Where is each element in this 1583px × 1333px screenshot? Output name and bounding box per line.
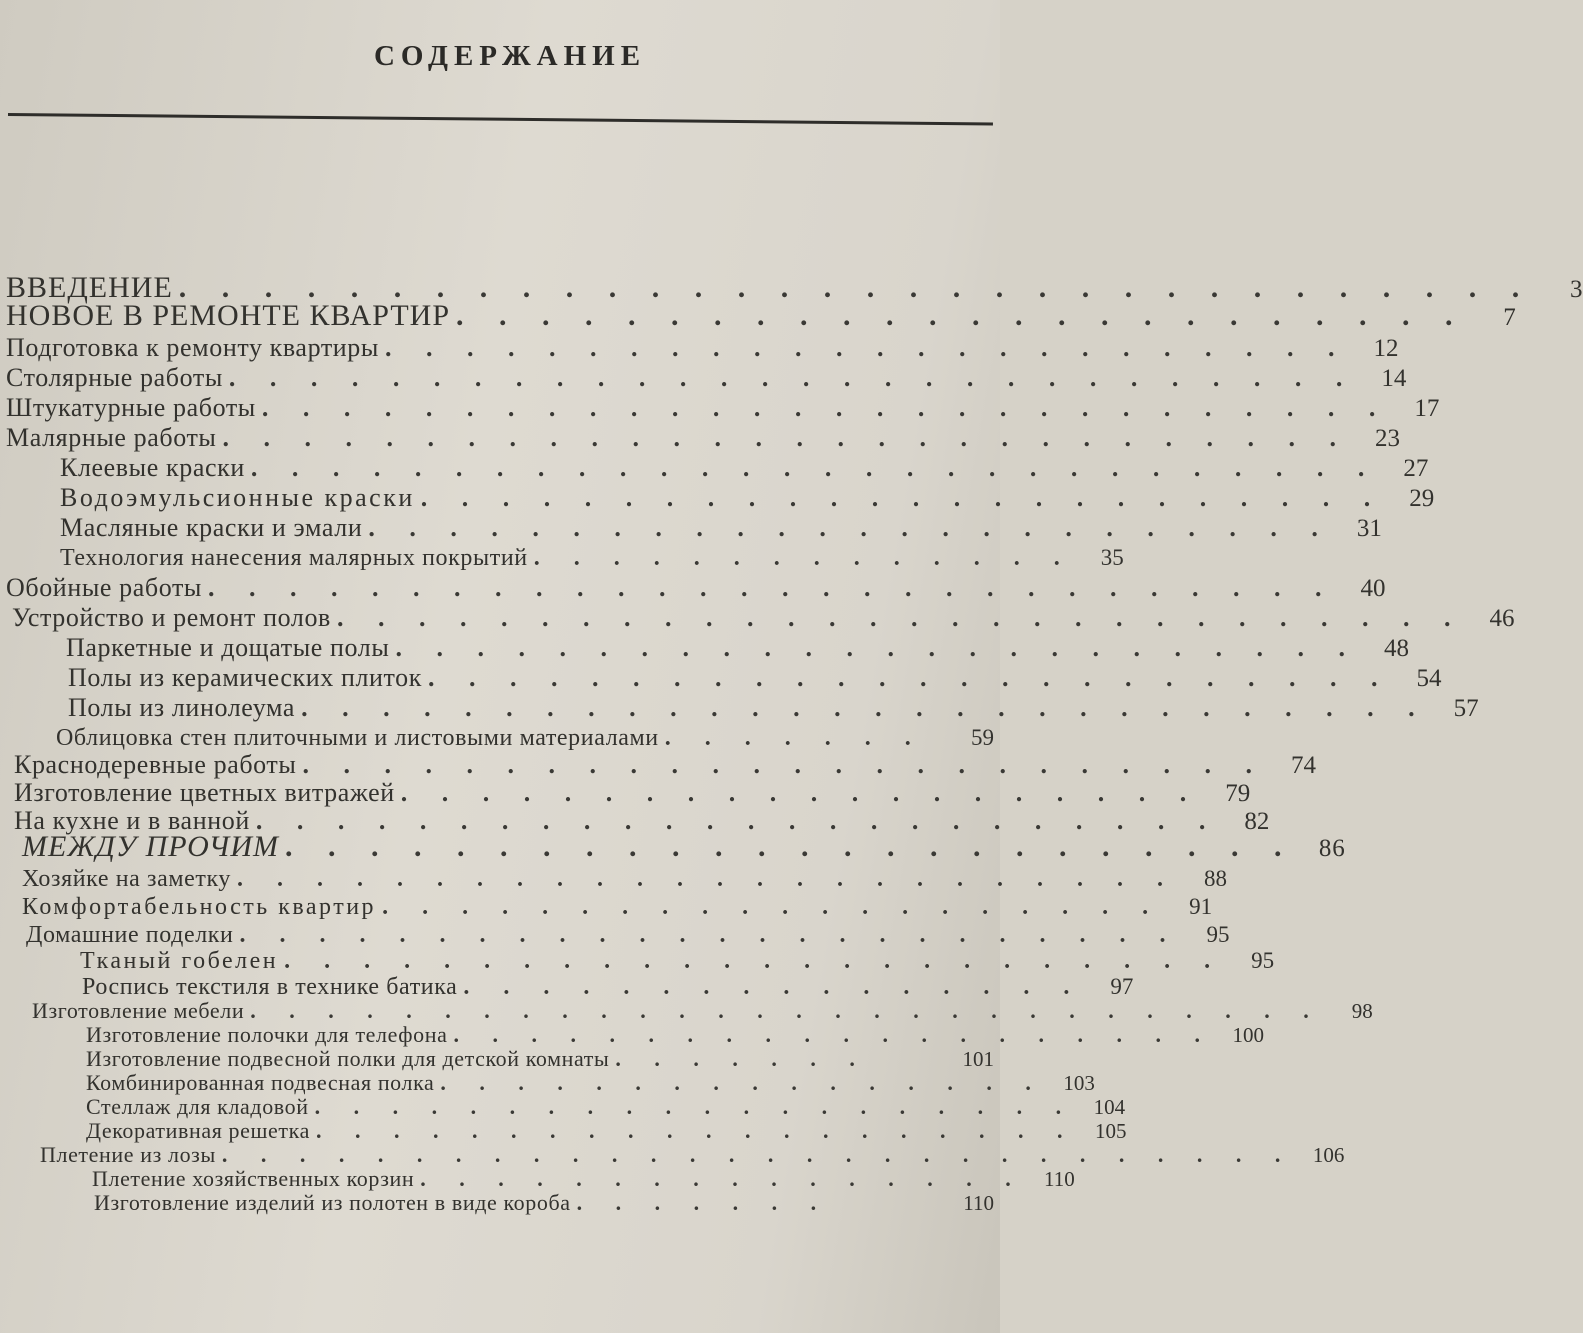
toc-entry-page: 35 (1100, 545, 1124, 570)
toc-entry-page: 3 (1569, 276, 1583, 303)
toc-entry (86, 1022, 1264, 1048)
toc-entry (40, 1142, 1345, 1168)
toc-entry (6, 573, 1386, 604)
page-title: СОДЕРЖАНИЕ (373, 40, 647, 72)
toc-entry-label: Клеевые краски (60, 453, 245, 482)
toc-entry-label: Паркетные и дощатые полы (66, 633, 390, 662)
toc-entry-label: Краснодеревные работы (14, 750, 297, 779)
toc-entry-label: Масляные краски и эмали (60, 513, 363, 542)
leader-dots: . . . . . . . . . . . . . . . . (463, 974, 1084, 1000)
leader-dots: . . . . . . . . . . . . . . . . . . . . . . . . . . . . (336, 603, 1465, 632)
leader-dots: . . . . . . . (615, 1046, 869, 1071)
toc-entry-page: 95 (1206, 922, 1230, 947)
header-rule (8, 113, 993, 125)
toc-entry (6, 393, 1440, 424)
toc-entry-label: НОВОЕ В РЕМОНТЕ КВАРТИР (6, 299, 451, 332)
toc-entry-page: 12 (1373, 335, 1399, 362)
toc-entry-label: Изготовление мебели (32, 998, 245, 1023)
toc-entry-page: 74 (1290, 752, 1316, 779)
toc-entry-label: Тканый гобелен (80, 948, 279, 974)
toc-entry-label: Облицовка стен плиточными и листовыми материалами (56, 725, 659, 751)
toc-entry (22, 892, 1213, 922)
toc-entry (60, 513, 1382, 544)
toc-entry (6, 363, 1407, 394)
toc-entry-label: Водоэмульсионные краски (60, 483, 415, 512)
toc-entry-page: 91 (1189, 894, 1213, 919)
leader-dots: . . . . . . . . . . . . . . . . (420, 1166, 1025, 1191)
leader-dots: . . . . . . . . . . . . . . . . . . . . . . . . . . . . (261, 393, 1390, 422)
leader-dots: . . . . . . . . . . . . . . . . . . . . (382, 894, 1163, 920)
toc-entry-page: 46 (1489, 605, 1515, 632)
toc-entry-page: 103 (1063, 1071, 1095, 1095)
toc-entry-label: Стеллаж для кладовой (86, 1094, 309, 1119)
toc-entry-label: Полы из линолеума (68, 693, 296, 722)
toc-entry-label: Малярные работы (6, 423, 217, 452)
toc-entry-label: ВВЕДЕНИЕ (6, 271, 173, 304)
toc-entry-page: 27 (1403, 455, 1429, 482)
toc-entry-label: Плетение из лозы (40, 1142, 216, 1167)
toc-entry-page: 104 (1093, 1095, 1126, 1119)
toc-entry-page: 95 (1251, 948, 1275, 973)
toc-entry-page: 105 (1094, 1119, 1127, 1143)
toc-entry (60, 483, 1435, 514)
toc-entry-page: 54 (1416, 665, 1442, 692)
toc-entry-page: 110 (1044, 1167, 1075, 1191)
leader-dots: . . . . . . . . . . . . . . . . . . . . . . . . (384, 333, 1349, 362)
toc-entry (6, 333, 1399, 364)
toc-entry (86, 1046, 994, 1072)
leader-dots: . . . . . . . . . . . . . . . . . . . . . . . . . . . . (250, 998, 1323, 1023)
toc-entry-label: Изготовление изделий из полотен в виде короба (94, 1190, 571, 1215)
leader-dots: . . . . . . . . . . . . . . . . . . . . . . . . . . . . (222, 423, 1350, 452)
toc-entry-page: 17 (1414, 395, 1440, 422)
toc-entry (32, 998, 1373, 1024)
leader-dots: . . . . . . . . . . . . . . . . . . . . . . . . (420, 483, 1385, 512)
toc-entry-page: 82 (1244, 808, 1270, 835)
toc-entry-page: 101 (962, 1047, 994, 1071)
toc-entry (22, 830, 1346, 864)
leader-dots: . . . . . . . . . . . . . . . . . . . . . . . . (239, 922, 1180, 948)
toc-entry-label: Комбинированная подвесная полка (86, 1070, 435, 1095)
toc-entry (86, 1118, 1127, 1144)
toc-entry-label: Изготовление цветных витражей (14, 778, 395, 807)
toc-entry-label: Декоративная решетка (86, 1118, 310, 1143)
leader-dots: . . . . . . . . . . . . . . . . . . . . . . . . . . . . (301, 693, 1429, 722)
toc-entry-page: 40 (1360, 575, 1386, 602)
toc-entry-label: Штукатурные работы (6, 393, 256, 422)
toc-entry (56, 723, 994, 753)
leader-dots: . . . . . . . . . . . . . . . . . . . . (400, 778, 1201, 807)
toc-entry-label: Изготовление полочки для телефона (86, 1022, 448, 1047)
leader-dots: . . . . . . . . . . . . . . . . . . . . (453, 1022, 1214, 1047)
leader-dots: . . . . . . . . . . . . . . . . . . . . . . . . (456, 299, 1467, 332)
toc-entry (86, 1094, 1126, 1120)
toc-entry (14, 778, 1251, 809)
toc-entry (6, 299, 1517, 333)
leader-dots: . . . . . . . (576, 1190, 831, 1215)
toc-entry (22, 864, 1227, 894)
toc-entry-page: 79 (1225, 780, 1251, 807)
toc-entry (68, 693, 1479, 724)
toc-entry-label: Хозяйке на заметку (22, 866, 231, 892)
toc-entry-page: 98 (1351, 999, 1373, 1023)
toc-entry-label: На кухне и в ванной (14, 806, 250, 835)
leader-dots: . . . . . . . . . . . . . . . . . . . . (315, 1118, 1077, 1143)
leader-dots: . . . . . . . . . . . . . . . . . . . . . . . . (236, 866, 1177, 892)
toc-entry (60, 543, 1124, 573)
toc-entry-page: 86 (1318, 835, 1346, 862)
toc-entry-label: МЕЖДУ ПРОЧИМ (22, 830, 280, 863)
toc-entry (60, 453, 1429, 484)
toc-entry-label: Изготовление подвесной полки для детской комнаты (86, 1046, 610, 1071)
toc-entry (6, 423, 1400, 454)
toc-entry-page: 100 (1232, 1023, 1264, 1047)
leader-dots: . . . . . . . . . . . . . . . . (440, 1070, 1045, 1095)
toc-entry-page: 57 (1453, 695, 1479, 722)
toc-entry-page: 110 (963, 1191, 994, 1215)
leader-dots: . . . . . . . . . . . . . . . . . . . . . . . . (368, 513, 1332, 542)
toc-entry-page: 31 (1356, 515, 1382, 542)
leader-dots: . . . . . . . . . . . . . . . . . . . . . . . . (302, 750, 1266, 779)
leader-dots: . . . . . . . . . . . . . . . . . . . . . . . . (428, 663, 1392, 692)
toc-entry-label: Подготовка к ремонту квартиры (6, 333, 379, 362)
toc-entry-label: Полы из керамических плиток (68, 663, 422, 692)
toc-entry-page: 88 (1203, 866, 1227, 891)
toc-entry-label: Устройство и ремонт полов (12, 603, 331, 632)
leader-dots: . . . . . . . . . . . . . . . . . . . . . . . . . . . . (228, 363, 1357, 392)
toc-entry (92, 1166, 1075, 1192)
toc-entry-label: Домашние поделки (26, 922, 234, 948)
toc-entry (94, 1190, 994, 1216)
toc-entry-label: Технология нанесения малярных покрытий (60, 545, 528, 571)
toc-entry-page: 7 (1503, 304, 1517, 331)
leader-dots: . . . . . . . . . . . . . . . . . . . . . . . . . . . . . . . . (178, 271, 1534, 304)
toc-entry (86, 1070, 1095, 1096)
leader-dots: . . . . . . . . . . . . . . . . . . . . . . . . . . . . (208, 573, 1336, 602)
toc-entry-page: 14 (1381, 365, 1407, 392)
toc-entry-label: Плетение хозяйственных корзин (92, 1166, 415, 1191)
toc-entry-page: 97 (1110, 974, 1134, 999)
toc-entry-page: 106 (1312, 1143, 1345, 1167)
leader-dots: . . . . . . . . . . . . . . (533, 545, 1074, 571)
toc-entry (68, 663, 1442, 694)
leader-dots: . . . . . . . . . . . . . . . . . . . . . . . . . . . . (221, 1142, 1295, 1167)
toc-entry-label: Столярные работы (6, 363, 223, 392)
toc-entry-label: Обойные работы (6, 573, 202, 602)
toc-entry (12, 603, 1515, 634)
toc-entry (66, 633, 1409, 664)
toc-entry (14, 750, 1316, 781)
leader-dots: . . . . . . . (664, 725, 925, 751)
leader-dots: . . . . . . . . . . . . . . . . . . . . . . . . (285, 830, 1296, 863)
leader-dots: . . . . . . . . . . . . . . . . . . . . . . . . (395, 633, 1359, 662)
toc-entry-page: 59 (971, 725, 994, 750)
leader-dots: . . . . . . . . . . . . . . . . . . . . (314, 1094, 1076, 1119)
toc-entry-label: Роспись текстиля в технике батика (82, 974, 458, 1000)
toc-entry-page: 48 (1383, 635, 1409, 662)
leader-dots: . . . . . . . . . . . . . . . . . . . . . . . . . . . . (250, 453, 1379, 482)
leader-dots: . . . . . . . . . . . . . . . . . . . . . . . . (255, 806, 1220, 835)
toc-entry-page: 29 (1409, 485, 1435, 512)
toc-entry-label: Комфортабельность квартир (22, 894, 377, 920)
leader-dots: . . . . . . . . . . . . . . . . . . . . . . . . (284, 948, 1225, 974)
toc-entry-page: 23 (1375, 425, 1400, 452)
